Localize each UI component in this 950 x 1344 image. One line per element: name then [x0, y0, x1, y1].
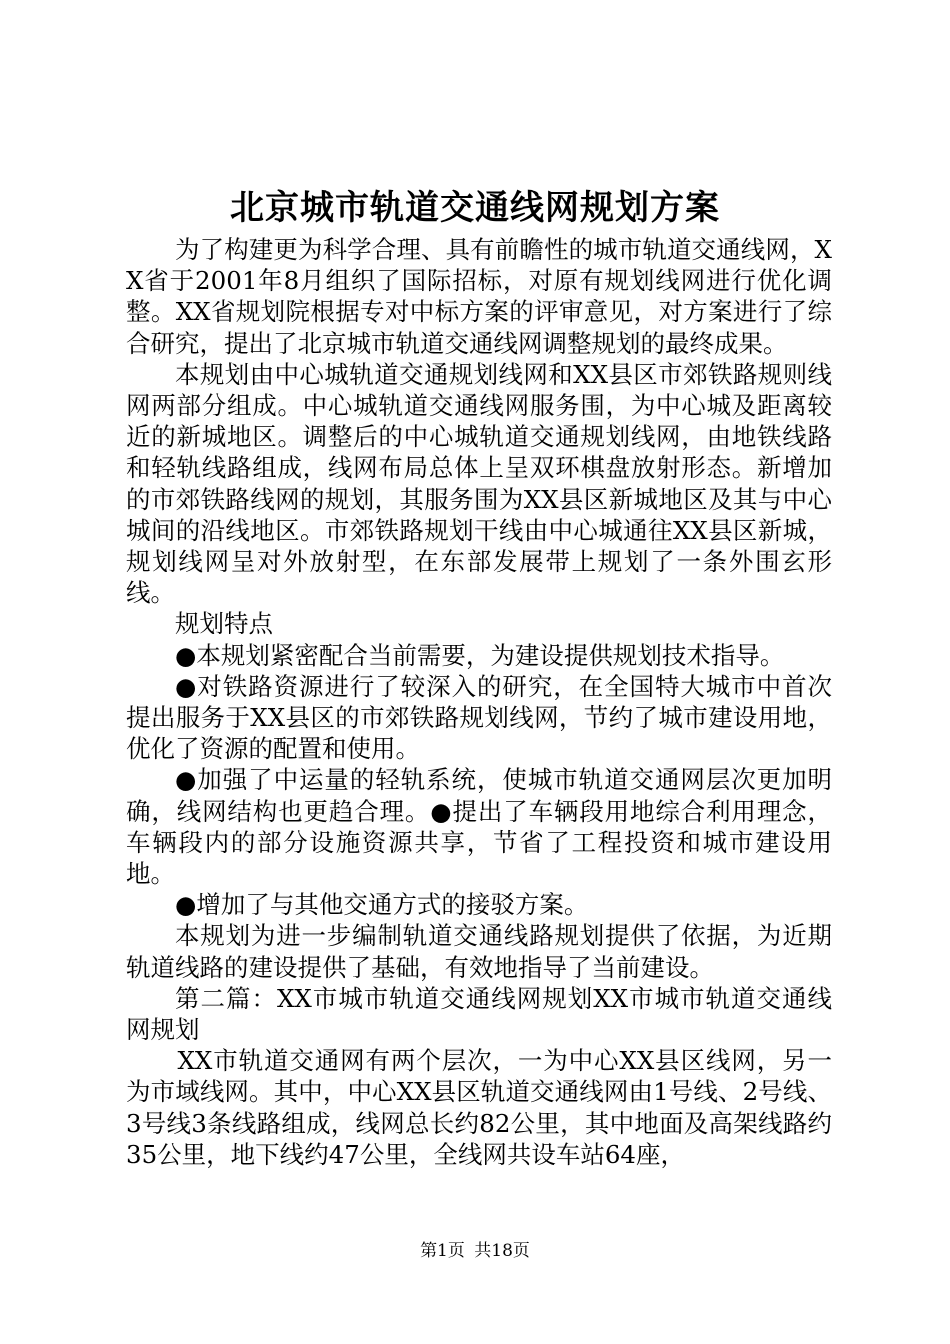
document-title: 北京城市轨道交通线网规划方案: [230, 188, 720, 228]
paragraph-intro: 为了构建更为科学合理、具有前瞻性的城市轨道交通线网，XX省于2001年8月组织了国际招标，对原有规划线网进行优化调整。XX省规划院根据专对中标方案的评审意见，对方案进行了综合研究，提出了北京城市轨道交通线网调整规划的最终成果。: [126, 235, 832, 358]
bullet-item: ●增加了与其他交通方式的接驳方案。: [175, 890, 589, 920]
bullet-item: ●加强了中运量的轻轨系统，使城市轨道交通网层次更加明确，线网结构也更趋合理。●提出了车辆段用地综合利用理念，车辆段内的部分设施资源共享，节省了工程投资和城市建设用地。: [126, 765, 832, 889]
page-footer: [0, 1240, 950, 1262]
bullet-item: ●对铁路资源进行了较深入的研究，在全国特大城市中首次提出服务于XX县区的市郊铁路规划线网，节约了城市建设用地，优化了资源的配置和使用。: [126, 671, 832, 764]
paragraph-conclusion: 本规划为进一步编制轨道交通线路规划提供了依据，为近期轨道线路的建设提供了基础，有效地指导了当前建设。: [126, 921, 832, 982]
document-body: [126, 234, 832, 1170]
bullet-item: ●本规划紧密配合当前需要，为建设提供规划技术指导。: [175, 640, 785, 670]
page-number: 第1页: [420, 1241, 465, 1261]
section-heading-part-two: 第二篇：XX市城市轨道交通线网规划XX市城市轨道交通线网规划: [126, 983, 832, 1045]
section-heading-features: 规划特点: [175, 609, 273, 639]
paragraph-network-levels: XX市轨道交通网有两个层次，一为中心XX县区线网，另一为市域线网。其中，中心XX县区轨道交通线网由1号线、2号线、3号线3条线路组成，线网总长约82公里，其中地面及高架线路约35公里，地下线约47公里，全线网共设车站64座，: [126, 1046, 832, 1169]
page-total: 共18页: [474, 1241, 530, 1261]
paragraph-composition: 本规划由中心城轨道交通规划线网和XX县区市郊铁路规则线网两部分组成。中心城轨道交通线网服务围，为中心城及距离较近的新城地区。调整后的中心城轨道交通规划线网，由地铁线路和轻轨线路组成，线网布局总体上呈双环棋盘放射形态。新增加的市郊铁路线网的规划，其服务围为XX县区新城地区及其与中心城间的沿线地区。市郊铁路规划干线由中心城通往XX县区新城，规划线网呈对外放射型，在东部发展带上规划了一条外围玄形线。: [126, 359, 832, 608]
